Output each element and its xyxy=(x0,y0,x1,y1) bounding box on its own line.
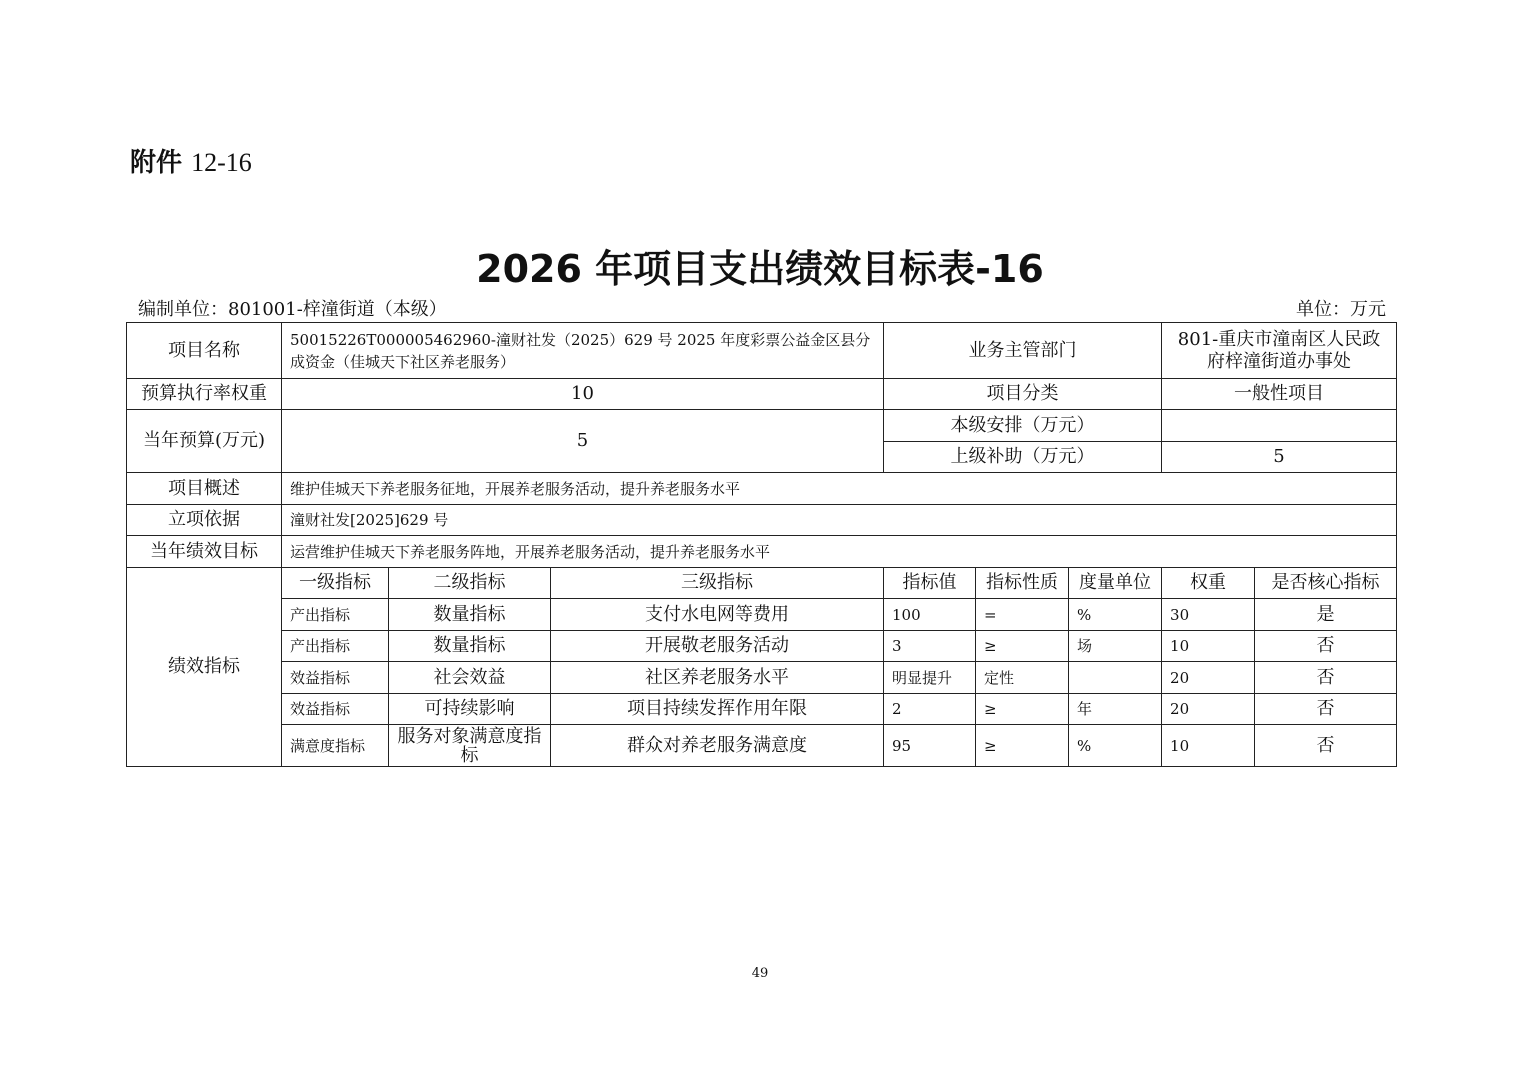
value-basis: 潼财社发[2025]629 号 xyxy=(282,505,1397,536)
label-local: 本级安排（万元） xyxy=(884,410,1162,442)
cell-weight: 30 xyxy=(1162,599,1255,631)
label-upper: 上级补助（万元） xyxy=(884,442,1162,473)
cell-nature: ≥ xyxy=(976,725,1069,767)
cell-level3: 社区养老服务水平 xyxy=(551,662,884,694)
value-project-name: 50015226T000005462960-潼财社发（2025）629 号 2025 年度彩票公益金区县分成资金（佳城天下社区养老服务） xyxy=(282,323,884,379)
cell-level3: 支付水电网等费用 xyxy=(551,599,884,631)
value-overview: 维护佳城天下养老服务征地，开展养老服务活动，提升养老服务水平 xyxy=(282,473,1397,505)
value-exec-weight: 10 xyxy=(282,379,884,410)
annex-text: 附件 xyxy=(130,148,183,178)
cell-core: 否 xyxy=(1255,631,1397,662)
cell-nature: 定性 xyxy=(976,662,1069,694)
table-row xyxy=(127,694,1397,725)
cell-level2: 可持续影响 xyxy=(389,694,551,725)
cell-unit xyxy=(1069,662,1162,694)
label-dept: 业务主管部门 xyxy=(884,323,1162,379)
cell-weight: 20 xyxy=(1162,694,1255,725)
cell-level1: 产出指标 xyxy=(282,631,389,662)
value-budget: 5 xyxy=(282,410,884,473)
cell-core: 否 xyxy=(1255,662,1397,694)
label-exec-weight: 预算执行率权重 xyxy=(127,379,282,410)
cell-level1: 满意度指标 xyxy=(282,725,389,767)
row-exec-weight xyxy=(127,379,1397,410)
cell-level3: 群众对养老服务满意度 xyxy=(551,725,884,767)
cell-level2: 社会效益 xyxy=(389,662,551,694)
cell-core: 否 xyxy=(1255,694,1397,725)
cell-weight: 10 xyxy=(1162,631,1255,662)
row-project-name xyxy=(127,323,1397,379)
header-level1: 一级指标 xyxy=(282,568,389,599)
annex-label xyxy=(130,142,252,179)
cell-level1: 效益指标 xyxy=(282,694,389,725)
header-nature: 指标性质 xyxy=(976,568,1069,599)
header-core: 是否核心指标 xyxy=(1255,568,1397,599)
value-category: 一般性项目 xyxy=(1162,379,1397,410)
header-unit: 度量单位 xyxy=(1069,568,1162,599)
cell-unit: % xyxy=(1069,599,1162,631)
row-goal xyxy=(127,536,1397,568)
cell-unit: % xyxy=(1069,725,1162,767)
row-budget-local xyxy=(127,410,1397,442)
cell-value: 3 xyxy=(884,631,976,662)
header-level2: 二级指标 xyxy=(389,568,551,599)
label-category: 项目分类 xyxy=(884,379,1162,410)
cell-core: 否 xyxy=(1255,725,1397,767)
page-title: 2026 年项目支出绩效目标表-16 xyxy=(476,247,1044,291)
cell-core: 是 xyxy=(1255,599,1397,631)
row-basis xyxy=(127,505,1397,536)
value-dept: 801-重庆市潼南区人民政府梓潼街道办事处 xyxy=(1162,323,1397,379)
table-row xyxy=(127,662,1397,694)
label-goal: 当年绩效目标 xyxy=(127,536,282,568)
compiler-unit: 编制单位：801001-梓潼街道（本级） xyxy=(138,299,447,320)
label-project-name: 项目名称 xyxy=(127,323,282,379)
value-upper: 5 xyxy=(1162,442,1397,473)
currency-unit: 单位：万元 xyxy=(1296,299,1386,320)
cell-unit: 场 xyxy=(1069,631,1162,662)
cell-weight: 10 xyxy=(1162,725,1255,767)
cell-value: 95 xyxy=(884,725,976,767)
performance-table xyxy=(126,322,1397,767)
header-value: 指标值 xyxy=(884,568,976,599)
cell-level1: 产出指标 xyxy=(282,599,389,631)
cell-level2: 数量指标 xyxy=(389,599,551,631)
cell-level3: 开展敬老服务活动 xyxy=(551,631,884,662)
cell-nature: = xyxy=(976,599,1069,631)
page-number: 49 xyxy=(751,966,769,981)
row-overview xyxy=(127,473,1397,505)
cell-value: 100 xyxy=(884,599,976,631)
cell-unit: 年 xyxy=(1069,694,1162,725)
cell-nature: ≥ xyxy=(976,694,1069,725)
header-weight: 权重 xyxy=(1162,568,1255,599)
table-row xyxy=(127,599,1397,631)
cell-value: 2 xyxy=(884,694,976,725)
header-level3: 三级指标 xyxy=(551,568,884,599)
cell-level2: 数量指标 xyxy=(389,631,551,662)
cell-level1: 效益指标 xyxy=(282,662,389,694)
label-budget: 当年预算(万元) xyxy=(127,410,282,473)
label-basis: 立项依据 xyxy=(127,505,282,536)
value-local xyxy=(1162,410,1397,442)
annex-number: 12-16 xyxy=(191,148,252,177)
cell-weight: 20 xyxy=(1162,662,1255,694)
indicator-header-row xyxy=(127,568,1397,599)
value-goal: 运营维护佳城天下养老服务阵地，开展养老服务活动，提升养老服务水平 xyxy=(282,536,1397,568)
label-performance: 绩效指标 xyxy=(127,568,282,767)
cell-level2: 服务对象满意度指标 xyxy=(389,725,551,767)
cell-level3: 项目持续发挥作用年限 xyxy=(551,694,884,725)
table-row xyxy=(127,631,1397,662)
table-row xyxy=(127,725,1397,767)
cell-value: 明显提升 xyxy=(884,662,976,694)
cell-nature: ≥ xyxy=(976,631,1069,662)
label-overview: 项目概述 xyxy=(127,473,282,505)
